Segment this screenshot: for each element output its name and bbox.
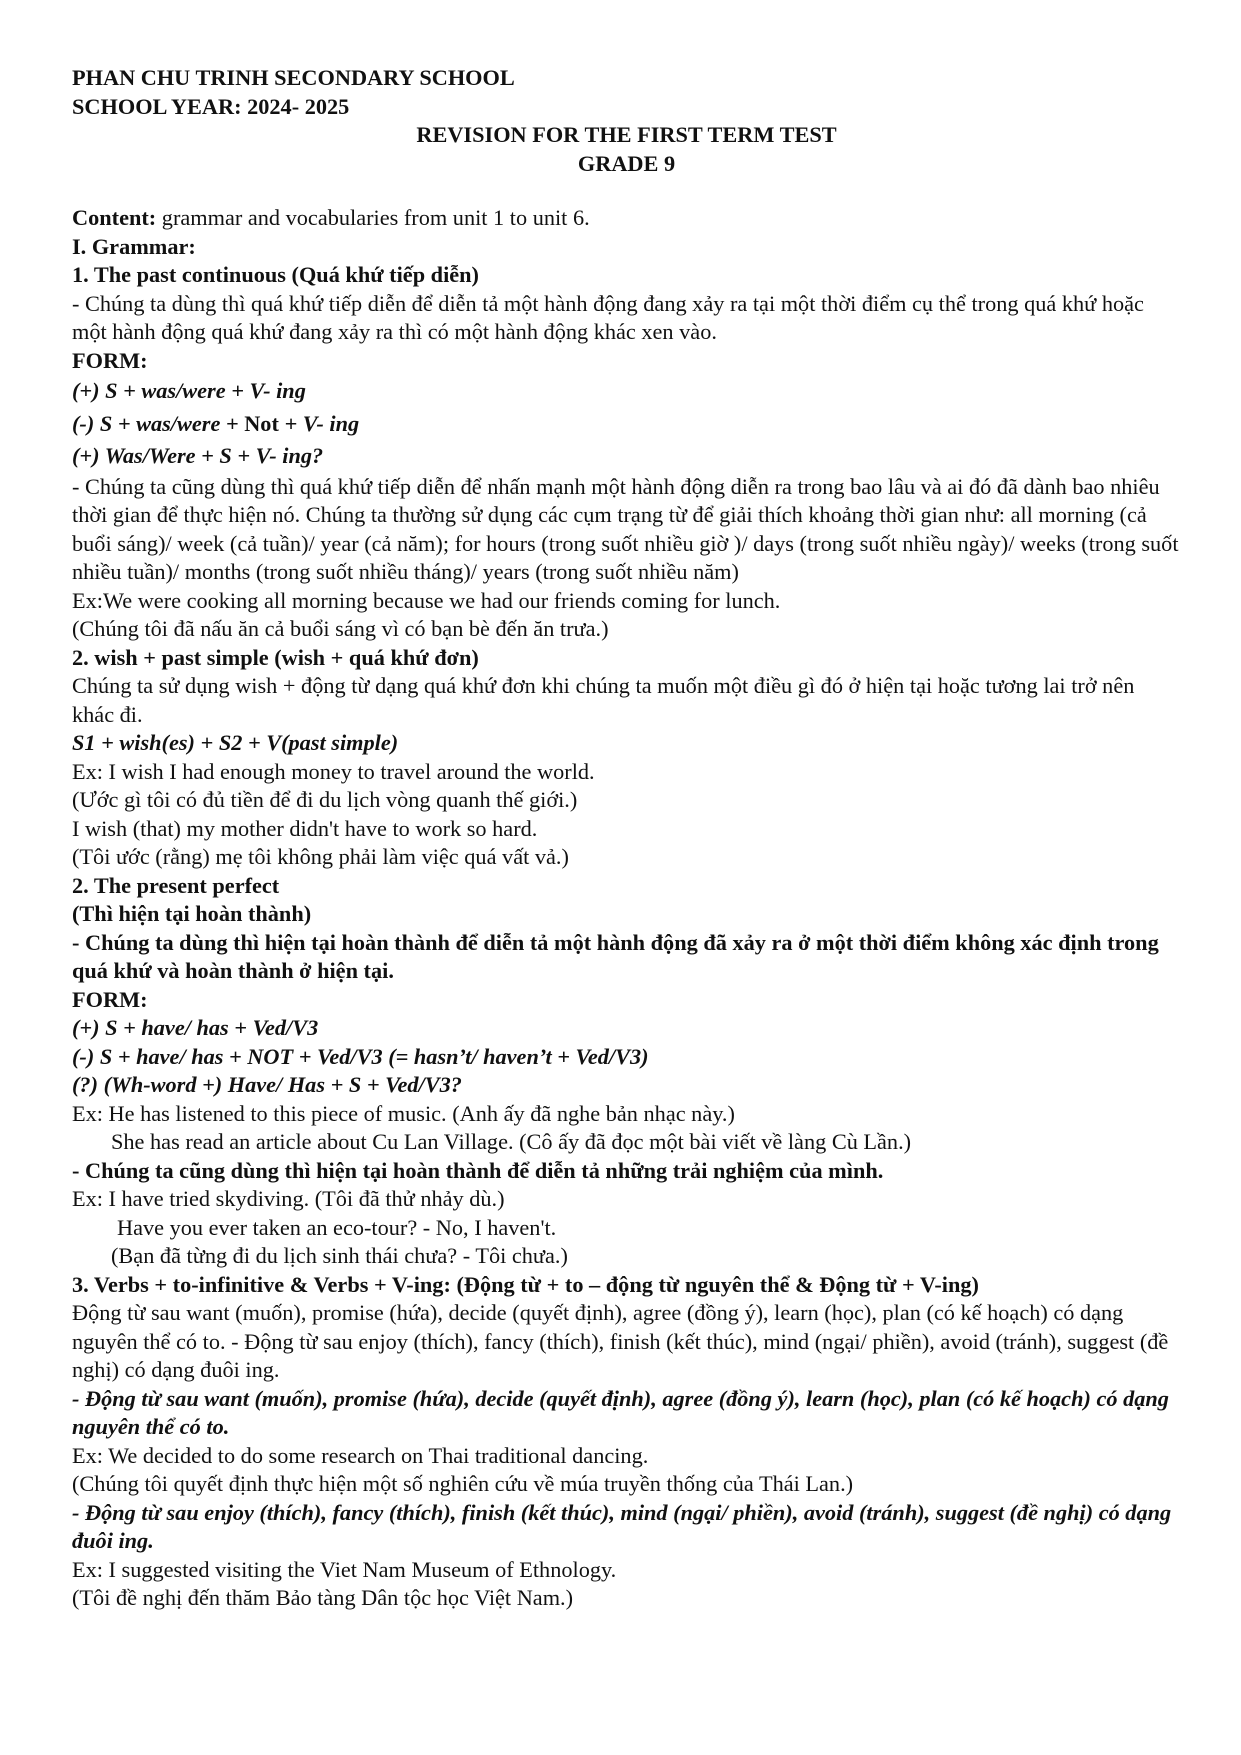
- past-continuous-example: Ex:We were cooking all morning because we had our friends coming for lunch.: [72, 587, 781, 613]
- verbs-example-1-translation: (Chúng tôi quyết định thực hiện một số nghiên cứu về múa truyền thống của Thái Lan.): [72, 1471, 854, 1496]
- past-continuous-form-negative: (-) S + was/were + Not + V- ing: [72, 410, 360, 436]
- past-continuous-form-positive: (+) S + was/were + V- ing: [72, 378, 306, 403]
- verbs-example-2-translation: (Tôi đề nghị đến thăm Bảo tàng Dân tộc học Việt Nam.): [72, 1585, 574, 1610]
- past-continuous-usage-2: - Chúng ta cũng dùng thì quá khứ tiếp diễn để nhấn mạnh một hành động diễn ra trong bao lâu và ai đó đã dành bao nhiêu thời gian để thực hiện nó. Chúng ta thường sử dụng các cụm trạng từ để giải thích khoảng thời gian như: all morning (cả buổi sáng)/ week (cả tuần)/ year (cả năm); for hours (trong suốt nhiều giờ )/ days (trong suốt nhiều ngày)/ weeks (trong suốt nhiều tuần)/ months (trong suốt nhiều tháng)/ years (trong suốt nhiều năm): [72, 473, 1179, 584]
- content-text: grammar and vocabularies from unit 1 to unit 6.: [156, 205, 590, 230]
- wish-example-2: I wish (that) my mother didn't have to work so hard.: [72, 815, 538, 841]
- present-perfect-heading-vi: (Thì hiện tại hoàn thành): [72, 901, 312, 926]
- grade-label: GRADE 9: [577, 150, 676, 176]
- present-perfect-form-label: FORM:: [72, 986, 148, 1012]
- present-perfect-heading: 2. The present perfect: [72, 872, 280, 898]
- document-title: REVISION FOR THE FIRST TERM TEST: [416, 122, 837, 147]
- section-grammar-heading: I. Grammar:: [72, 233, 196, 259]
- past-continuous-usage-1: - Chúng ta dùng thì quá khứ tiếp diễn để diễn tả một hành động đang xảy ra tại một thời điểm cụ thể trong quá khứ hoặc một hành động quá khứ đang xảy ra thì có một hành động khác xen vào.: [72, 290, 1144, 344]
- wish-example-2-translation: (Tôi ước (rằng) mẹ tôi không phải làm việc quá vất vả.): [72, 844, 569, 869]
- present-perfect-form-question: (?) (Wh-word +) Have/ Has + S + Ved/V3?: [72, 1072, 462, 1097]
- present-perfect-example-4-translation: (Bạn đã từng đi du lịch sinh thái chưa? - Tôi chưa.): [111, 1243, 568, 1268]
- verbs-rule-ing: - Động từ sau enjoy (thích), fancy (thích), finish (kết thúc), mind (ngại/ phiền), avoid (tránh), suggest (đề nghị) có dạng đuôi ing.: [72, 1499, 1172, 1553]
- verbs-intro: Động từ sau want (muốn), promise (hứa), decide (quyết định), agree (đồng ý), learn (học), plan (có kế hoạch) có dạng nguyên thể có to. - Động từ sau enjoy (thích), fancy (thích), finish (kết thúc), mind (ngại/ phiền), avoid (tránh), suggest (đề nghị) có dạng đuôi ing.: [72, 1300, 1169, 1382]
- wish-example-1-translation: (Ước gì tôi có đủ tiền để đi du lịch vòng quanh thế giới.): [72, 787, 578, 812]
- content-line: [72, 204, 1181, 233]
- present-perfect-usage-1: - Chúng ta dùng thì hiện tại hoàn thành để diễn tả một hành động đã xảy ra ở một thời điểm không xác định trong quá khứ và hoàn thành ở hiện tại.: [72, 929, 1159, 983]
- past-continuous-form-question: (+) Was/Were + S + V- ing?: [72, 443, 324, 468]
- past-continuous-heading: 1. The past continuous (Quá khứ tiếp diễn): [72, 262, 479, 287]
- wish-heading: 2. wish + past simple (wish + quá khứ đơn): [72, 644, 479, 670]
- present-perfect-example-4: Have you ever taken an eco-tour? - No, I haven't.: [117, 1214, 557, 1240]
- wish-example-1: Ex: I wish I had enough money to travel around the world.: [72, 758, 595, 784]
- present-perfect-usage-2: - Chúng ta cũng dùng thì hiện tại hoàn thành để diễn tả những trải nghiệm của mình.: [72, 1157, 884, 1183]
- verbs-heading: 3. Verbs + to-infinitive & Verbs + V-ing: (Động từ + to – động từ nguyên thể & Động từ + V-ing): [72, 1271, 979, 1297]
- wish-usage: Chúng ta sử dụng wish + động từ dạng quá khứ đơn khi chúng ta muốn một điều gì đó ở hiện tại hoặc tương lai trở nên khác đi.: [72, 673, 1135, 727]
- wish-form: S1 + wish(es) + S2 + V(past simple): [72, 730, 399, 755]
- present-perfect-example-3: Ex: I have tried skydiving. (Tôi đã thử nhảy dù.): [72, 1186, 505, 1211]
- past-continuous-form-label: FORM:: [72, 347, 148, 373]
- school-year: SCHOOL YEAR: 2024- 2025: [72, 93, 350, 119]
- school-name: PHAN CHU TRINH SECONDARY SCHOOL: [72, 65, 515, 90]
- present-perfect-example-1: Ex: He has listened to this piece of music. (Anh ấy đã nghe bản nhạc này.): [72, 1100, 735, 1126]
- content-label: Content:: [72, 205, 157, 230]
- verbs-example-1: Ex: We decided to do some research on Thai traditional dancing.: [72, 1442, 649, 1468]
- verbs-example-2: Ex: I suggested visiting the Viet Nam Museum of Ethnology.: [72, 1556, 617, 1582]
- present-perfect-form-negative: (-) S + have/ has + NOT + Ved/V3 (= hasn’t/ haven’t + Ved/V3): [72, 1043, 649, 1069]
- verbs-rule-to-infinitive: - Động từ sau want (muốn), promise (hứa), decide (quyết định), agree (đồng ý), learn (học), plan (có kế hoạch) có dạng nguyên thể có to.: [72, 1385, 1169, 1439]
- past-continuous-example-translation: (Chúng tôi đã nấu ăn cả buổi sáng vì có bạn bè đến ăn trưa.): [72, 616, 609, 641]
- present-perfect-example-2: She has read an article about Cu Lan Village. (Cô ấy đã đọc một bài viết về làng Cù Lần.): [111, 1129, 912, 1154]
- present-perfect-form-positive: (+) S + have/ has + Ved/V3: [72, 1015, 319, 1040]
